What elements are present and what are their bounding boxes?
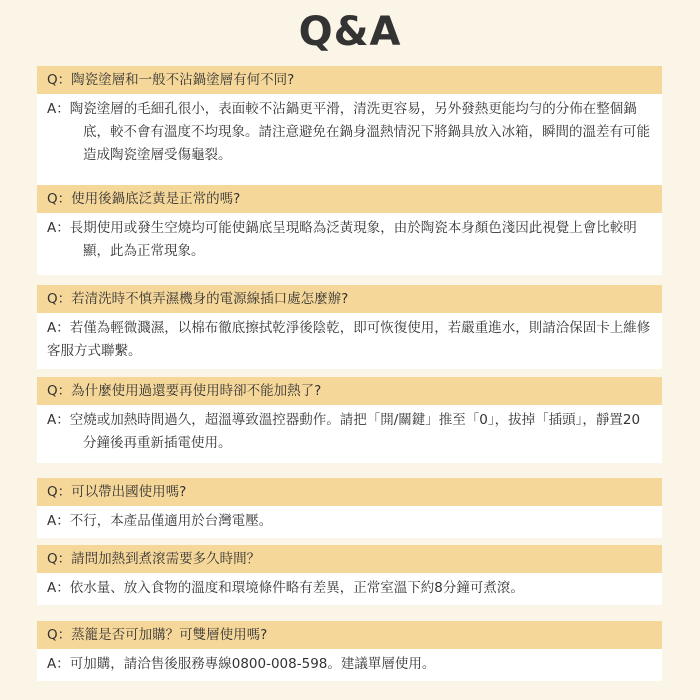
answer: A：空燒或加熱時間過久，超溫導致溫控器動作。請把「開/關鍵」推至「0」，拔掉「插頭」，靜置20分鐘後再重新插電使用。 <box>37 405 662 463</box>
answer: A：長期使用或發生空燒均可能使鍋底呈現略為泛黃現象，由於陶瓷本身顏色淺因此視覺上會比較明顯，此為正常現象。 <box>37 213 662 275</box>
answer: A：不行，本產品僅適用於台灣電壓。 <box>37 506 662 538</box>
qa-item <box>37 377 662 463</box>
page-title: Q&A <box>298 9 402 55</box>
question: Q：蒸籠是否可加購？可雙層使用嗎? <box>37 621 662 649</box>
qa-item <box>37 285 662 369</box>
question: Q：請問加熱到煮滾需要多久時間？ <box>37 545 662 573</box>
qa-item <box>37 621 662 681</box>
answer: A：陶瓷塗層的毛細孔很小，表面較不沾鍋更平滑，清洗更容易，另外發熱更能均勻的分佈在整個鍋底，較不會有溫度不均現象。請注意避免在鍋身溫熱情況下將鍋具放入冰箱，瞬間的溫差有可能造成陶瓷塗層受傷龜裂。 <box>37 94 662 202</box>
question: Q：為什麼使用過還要再使用時卻不能加熱了? <box>37 377 662 405</box>
question: Q：可以帶出國使用嗎? <box>37 478 662 506</box>
question: Q：若清洗時不慎弄濕機身的電源線插口處怎麼辦? <box>37 285 662 313</box>
qa-item <box>37 66 662 202</box>
question: Q：使用後鍋底泛黃是正常的嗎? <box>37 185 662 213</box>
qa-item <box>37 185 662 275</box>
question: Q：陶瓷塗層和一般不沾鍋塗層有何不同? <box>37 66 662 94</box>
qa-item <box>37 478 662 538</box>
answer: A：可加購，請洽售後服務專線0800-008-598。建議單層使用。 <box>37 649 662 681</box>
answer: A：依水量、放入食物的溫度和環境條件略有差異，正常室溫下約8分鐘可煮滾。 <box>37 573 662 605</box>
qa-item <box>37 545 662 605</box>
answer: A：若僅為輕微濺濕，以棉布徹底擦拭乾淨後陰乾，即可恢復使用，若嚴重進水，則請洽保固卡上維修客服方式聯繫。 <box>37 313 662 369</box>
